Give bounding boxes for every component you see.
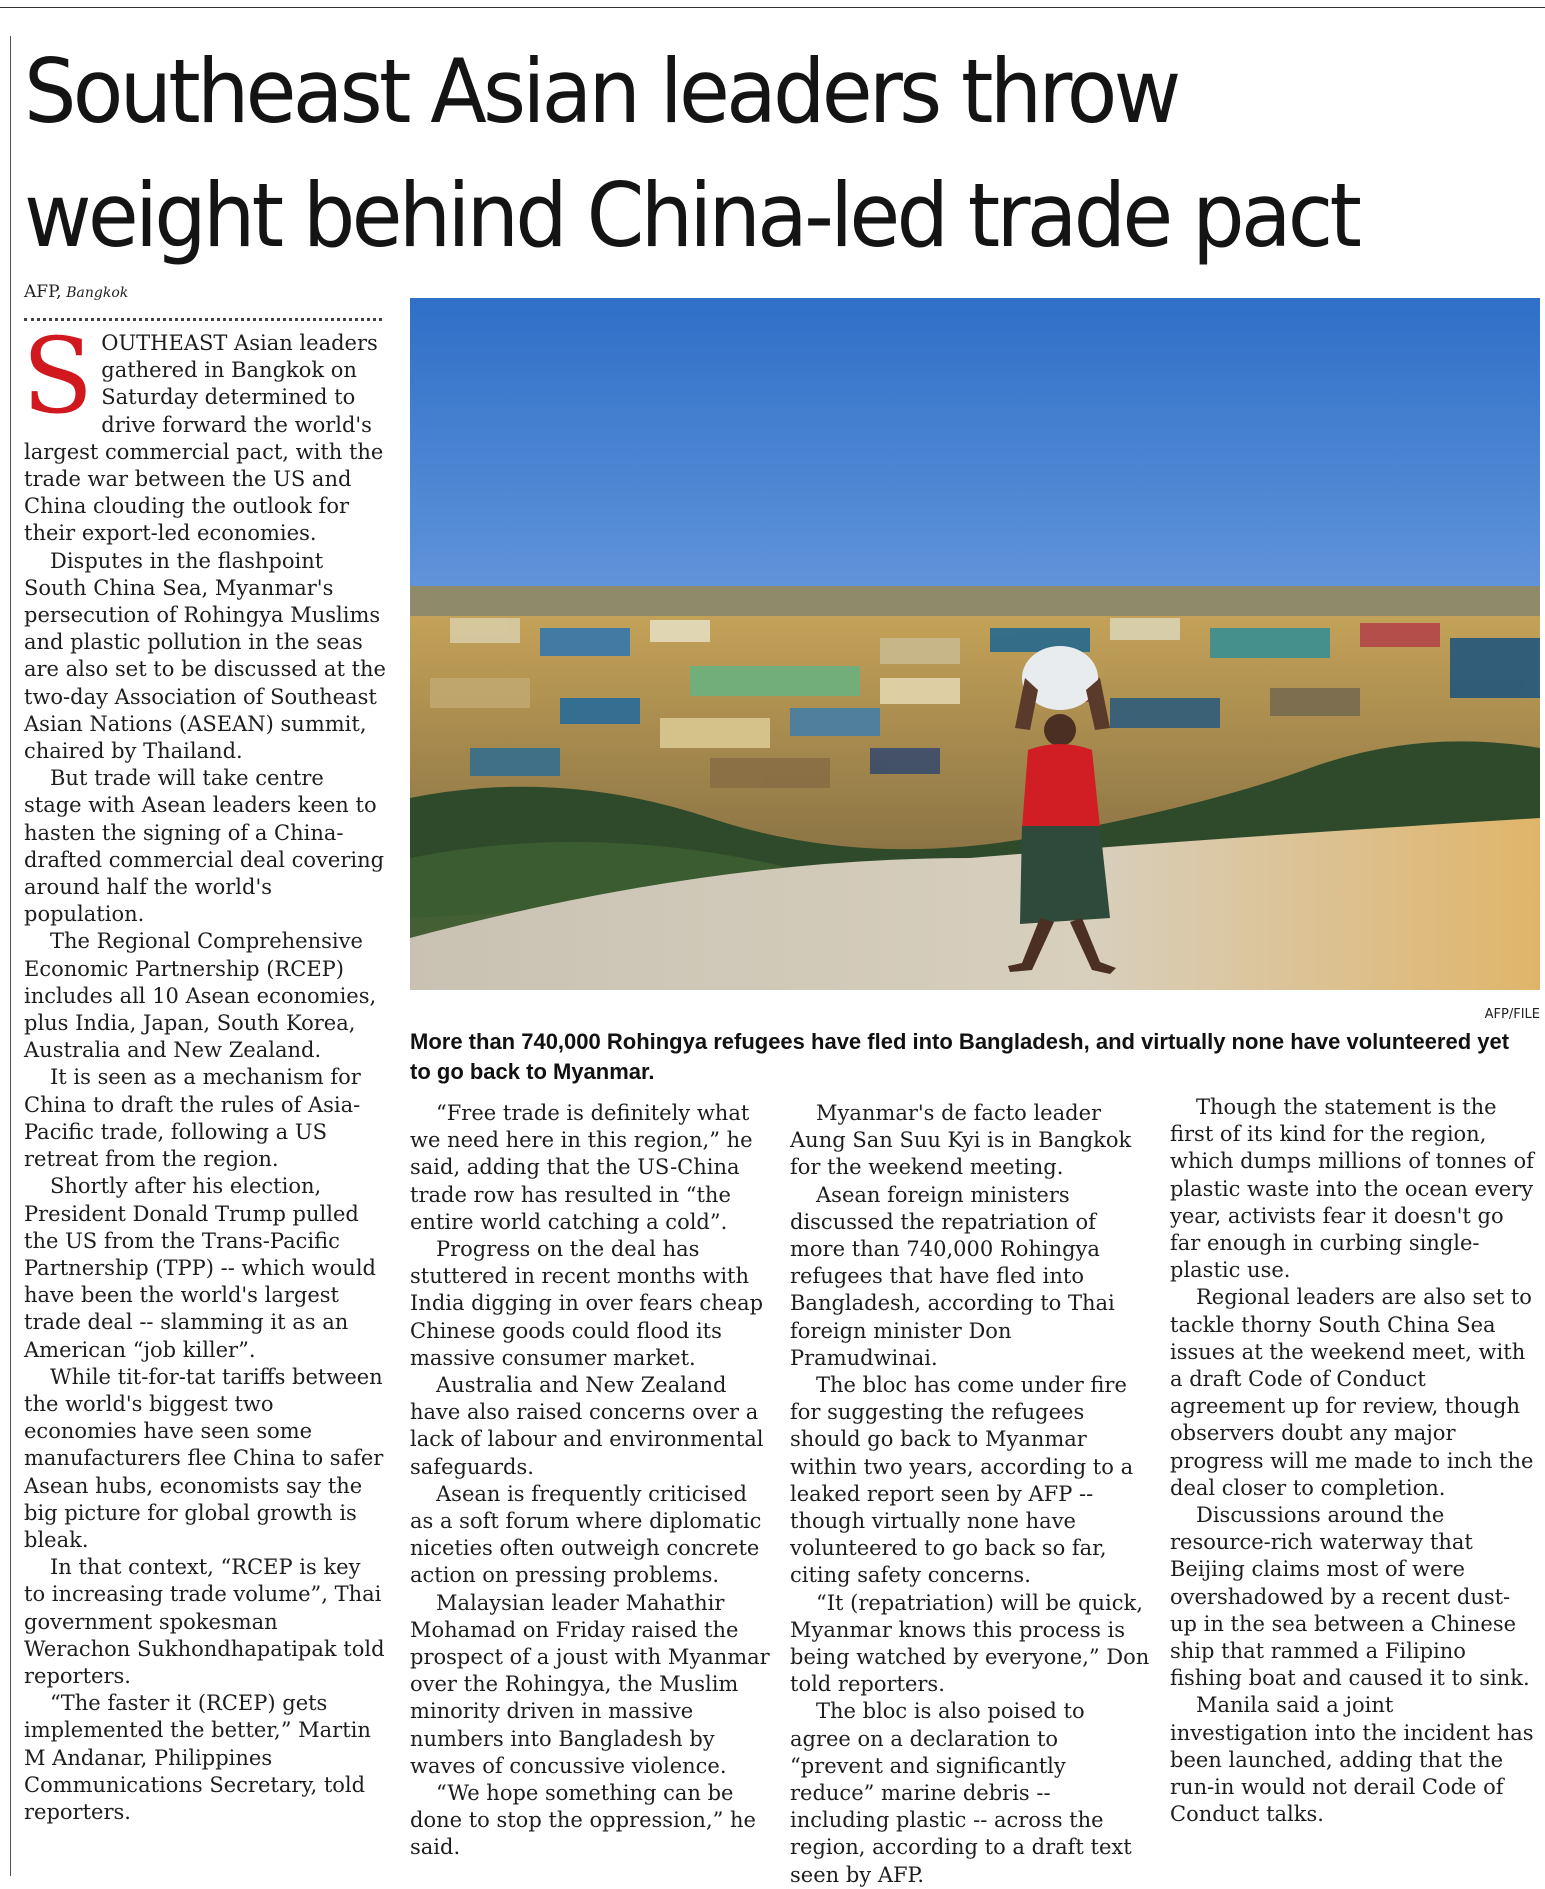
drop-cap: S — [22, 315, 94, 437]
column-rule — [10, 36, 11, 1876]
paragraph: Myanmar's de facto leader Aung San Suu Kyi is in Bangkok for the weekend meeting. — [790, 1101, 1132, 1180]
byline — [24, 282, 128, 302]
paragraph: “It (repatriation) will be quick, Myanmar knows this process is being watched by everyone,” Don told reporters. — [790, 1590, 1150, 1697]
paragraph: The bloc has come under fire for suggesting the refugees should go back to Myanmar within two years, according to a leaked report seen by AFP -- though virtually none have volunteered to go back so far, citing safety concerns. — [790, 1373, 1134, 1588]
headline: Southeast Asian leaders throw weight behind China-led trade pact — [24, 40, 1359, 267]
paragraph: Manila said a joint investigation into the incident has been launched, adding that the run-in would not derail Code of Conduct talks. — [1170, 1693, 1534, 1827]
byline-place: Bangkok — [66, 285, 129, 301]
article-column-1 — [22, 315, 388, 1826]
paragraph: In that context, “RCEP is key to increasing trade volume”, Thai government spokesman Werachon Sukhondhapatipak told reporters. — [24, 1555, 385, 1688]
top-rule — [0, 7, 1545, 8]
paragraph: Regional leaders are also set to tackle thorny South China Sea issues at the weekend meet, with a draft Code of Conduct agreement up for review, though observers doubt any major progress will me made to inch the deal closer to completion. — [1170, 1285, 1534, 1500]
paragraph: But trade will take centre stage with Asean leaders keen to hasten the signing of a China-drafted commercial deal covering around half the world's population. — [24, 766, 385, 927]
news-photo — [410, 298, 1540, 990]
article-column-2 — [410, 1100, 770, 1862]
paragraph: Discussions around the resource-rich waterway that Beijing claims most of were overshadowed by a recent dust-up in the sea between a Chinese ship that rammed a Filipino fishing boat and caused it to sink. — [1170, 1503, 1530, 1691]
paragraph: The bloc is also poised to agree on a declaration to “prevent and significantly reduce” marine debris -- including plastic -- across the region, according to a draft text seen by AFP. — [790, 1699, 1132, 1887]
paragraph: Though the statement is the first of its kind for the region, which dumps millions of tonnes of plastic waste into the ocean every year, activists fear it doesn't go far enough in curbing single-plastic use. — [1170, 1095, 1534, 1283]
article-column-4 — [1170, 1094, 1535, 1828]
paragraph: Shortly after his election, President Donald Trump pulled the US from the Trans-Pacific Partnership (TPP) -- which would have been the world's largest trade deal -- slamming it as an American “job killer”. — [24, 1174, 376, 1362]
paragraph: “Free trade is definitely what we need here in this region,” he said, adding that the US-China trade row has resulted in “the entire world catching a cold”. — [410, 1101, 753, 1234]
paragraph: Malaysian leader Mahathir Mohamad on Friday raised the prospect of a joust with Myanmar over the Rohingya, the Muslim minority driven in massive numbers into Bangladesh by waves of concussive violence. — [410, 1590, 770, 1778]
paragraph: It is seen as a mechanism for China to draft the rules of Asia-Pacific trade, following a US retreat from the region. — [24, 1065, 361, 1172]
paragraph: OUTHEAST Asian leaders gathered in Bangkok on Saturday determined to drive forward the world's largest commercial pact, with the trade war between the US and China clouding the outlook for their export-led economies. — [24, 331, 384, 546]
paragraph: Asean foreign ministers discussed the repatriation of more than 740,000 Rohingya refugees that have fled into Bangladesh, according to Thai foreign minister Don Pramudwinai. — [790, 1182, 1115, 1370]
paragraph: Australia and New Zealand have also raised concerns over a lack of labour and environmental safeguards. — [410, 1373, 764, 1479]
paragraph: Disputes in the flashpoint South China Sea, Myanmar's persecution of Rohingya Muslims and plastic pollution in the seas are also set to be discussed at the two-day Association of Southeast Asian Nations (ASEAN) summit, chaired by Thailand. — [24, 548, 386, 764]
photo-credit: AFP/FILE — [1484, 1007, 1540, 1022]
paragraph: “The faster it (RCEP) gets implemented the better,” Martin M Andanar, Philippines Communications Secretary, told reporters. — [24, 1691, 371, 1824]
paragraph: While tit-for-tat tariffs between the world's biggest two economies have seen some manufacturers flee China to safer Asean hubs, economists say the big picture for global growth is bleak. — [24, 1364, 384, 1552]
paragraph: The Regional Comprehensive Economic Partnership (RCEP) includes all 10 Asean economies, plus India, Japan, South Korea, Australia and New Zealand. — [24, 929, 377, 1063]
paragraph: Asean is frequently criticised as a soft forum where diplomatic niceties often outweigh concrete action on pressing problems. — [410, 1481, 762, 1588]
paragraph: “We hope something can be done to stop the oppression,” he said. — [410, 1781, 756, 1860]
paragraph: Progress on the deal has stuttered in recent months with India digging in over fears cheap Chinese goods could flood its massive consumer market. — [410, 1237, 764, 1370]
photo-caption: More than 740,000 Rohingya refugees have fled into Bangladesh, and virtually none have volunteered yet to go back to Myanmar. — [410, 1029, 1510, 1084]
byline-agency: AFP, — [24, 282, 62, 302]
article-column-3 — [790, 1100, 1150, 1889]
